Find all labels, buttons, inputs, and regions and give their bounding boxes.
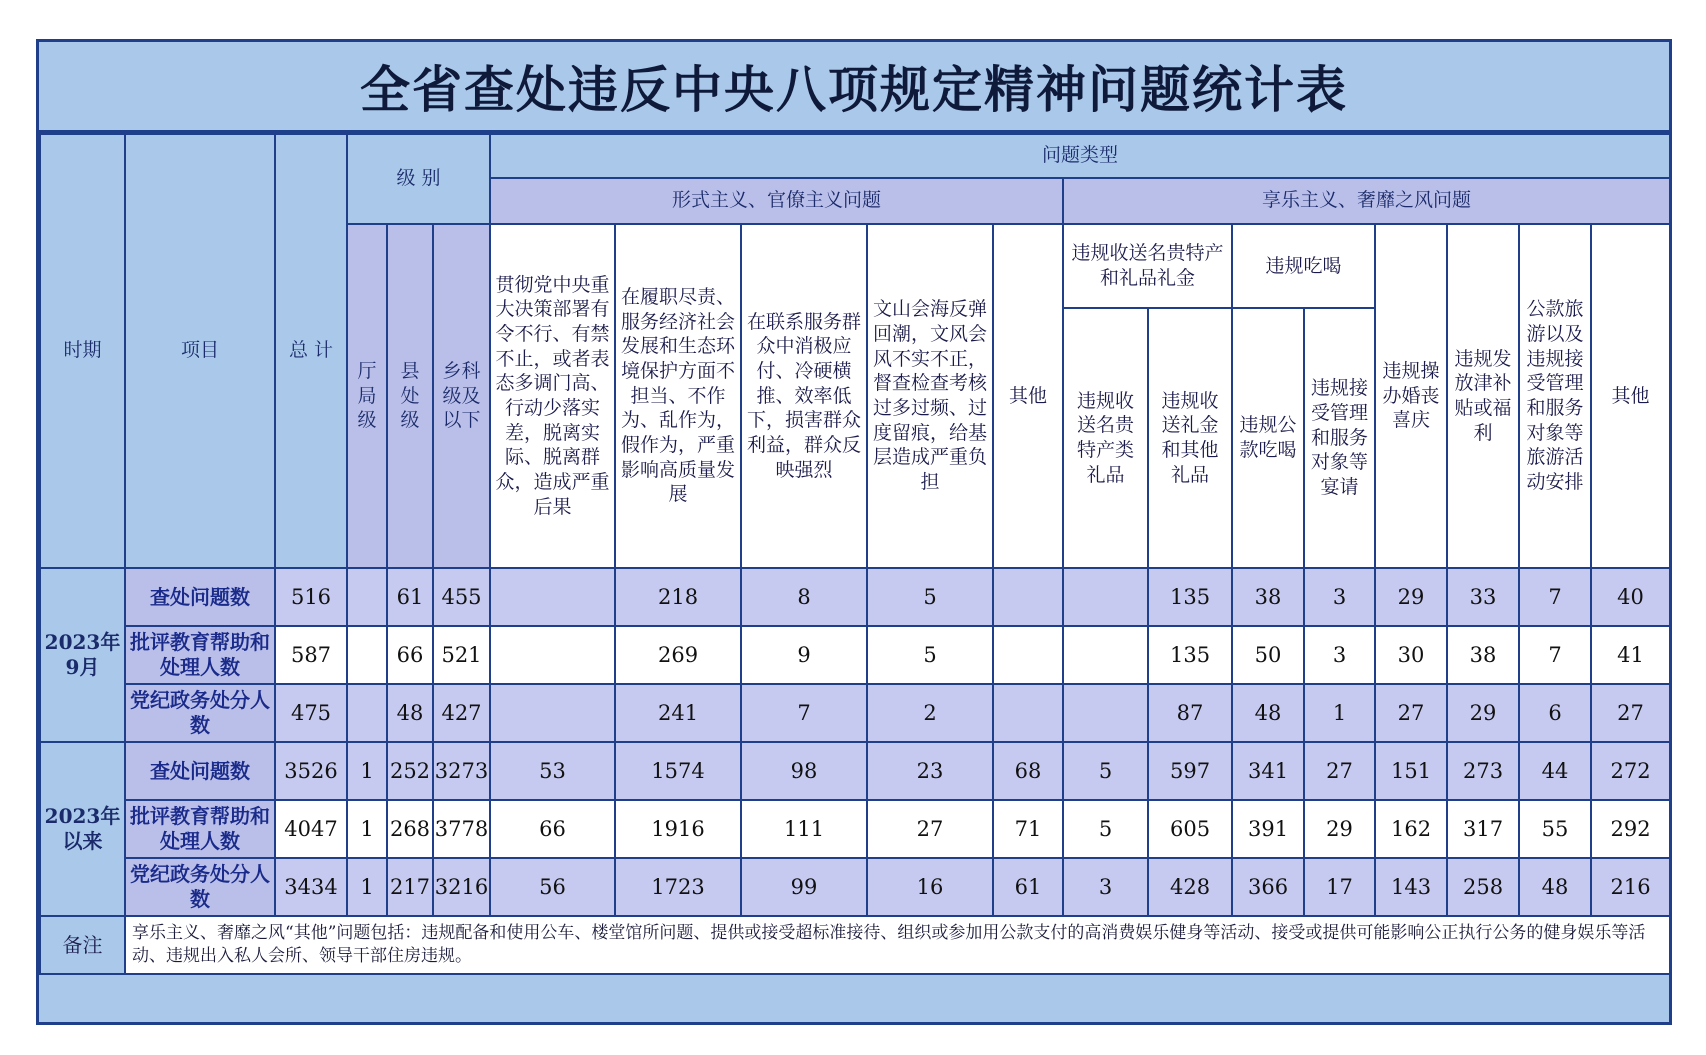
cell-g1 [1063, 626, 1148, 684]
cell-ting: 1 [347, 858, 387, 916]
cell-h6: 216 [1591, 858, 1670, 916]
cell-total: 3526 [275, 742, 347, 800]
cell-total: 475 [275, 684, 347, 742]
cell-h6: 40 [1591, 568, 1670, 626]
period-label: 2023年9月 [40, 568, 125, 742]
header-level: 级 别 [347, 134, 490, 224]
cell-e1: 38 [1232, 568, 1304, 626]
cell-total: 3434 [275, 858, 347, 916]
cell-h3: 143 [1375, 858, 1447, 916]
header-level-ting [347, 224, 387, 568]
header-f1: 贯彻党中央重大决策部署有令不行、有禁不止，或者表态多调门高、行动少落实差，脱离实际、脱离群众，造成严重后果 [490, 224, 615, 568]
page-title: 全省查处违反中央八项规定精神问题统计表 [360, 61, 1348, 119]
cell-f1 [490, 684, 615, 742]
cell-h5: 44 [1519, 742, 1591, 800]
cell-f5 [993, 684, 1063, 742]
cell-xiang: 3778 [433, 800, 490, 858]
header-formalism: 形式主义、官僚主义问题 [490, 178, 1063, 224]
cell-e2: 27 [1304, 742, 1375, 800]
cell-f1: 56 [490, 858, 615, 916]
header-f4: 文山会海反弹回潮，文风会风不实不正，督查检查考核过多过频、过度留痕，给基层造成严重负担 [867, 224, 993, 568]
note-text: 享乐主义、奢靡之风“其他”问题包括：违规配备和使用公车、楼堂馆所问题、提供或接受超标准接待、组织或参加用公款支付的高消费娱乐健身等活动、接受或提供可能影响公正执行公务的健身娱乐等活动、违规出入私人会所、领导干部住房违规。 [125, 916, 1670, 974]
note-label: 备注 [40, 916, 125, 974]
cell-f4: 2 [867, 684, 993, 742]
header-h5: 公款旅游以及违规接受管理和服务对象等旅游活动安排 [1519, 224, 1591, 568]
cell-h4: 33 [1447, 568, 1519, 626]
cell-f3: 8 [741, 568, 867, 626]
row-item-label: 党纪政务处分人数 [125, 684, 275, 742]
header-level-xian-label: 县处级 [400, 359, 420, 432]
cell-xian: 268 [387, 800, 433, 858]
header-total: 总 计 [275, 134, 347, 568]
cell-h4: 29 [1447, 684, 1519, 742]
cell-h3: 162 [1375, 800, 1447, 858]
cell-h4: 258 [1447, 858, 1519, 916]
cell-xian: 48 [387, 684, 433, 742]
cell-h6: 292 [1591, 800, 1670, 858]
cell-f3: 111 [741, 800, 867, 858]
cell-f4: 5 [867, 568, 993, 626]
header-f5: 其他 [993, 224, 1063, 568]
cell-xiang: 3273 [433, 742, 490, 800]
cell-xian: 61 [387, 568, 433, 626]
cell-xiang: 521 [433, 626, 490, 684]
cell-e2: 3 [1304, 626, 1375, 684]
cell-g2: 135 [1148, 568, 1232, 626]
cell-f2: 1916 [615, 800, 741, 858]
cell-f2: 218 [615, 568, 741, 626]
cell-h3: 30 [1375, 626, 1447, 684]
table-row [40, 858, 1670, 916]
cell-e1: 341 [1232, 742, 1304, 800]
header-gift-group: 违规收送名贵特产和礼品礼金 [1063, 224, 1232, 308]
cell-ting [347, 684, 387, 742]
cell-h6: 27 [1591, 684, 1670, 742]
cell-e1: 391 [1232, 800, 1304, 858]
cell-total: 516 [275, 568, 347, 626]
table-row [40, 742, 1670, 800]
cell-f3: 7 [741, 684, 867, 742]
cell-f3: 98 [741, 742, 867, 800]
cell-f1: 53 [490, 742, 615, 800]
cell-f5 [993, 568, 1063, 626]
cell-g2: 135 [1148, 626, 1232, 684]
cell-f2: 269 [615, 626, 741, 684]
row-item-label: 批评教育帮助和处理人数 [125, 626, 275, 684]
cell-ting [347, 568, 387, 626]
cell-xiang: 455 [433, 568, 490, 626]
header-level-xiang-label: 乡科级及以下 [442, 359, 481, 432]
cell-f4: 27 [867, 800, 993, 858]
cell-e2: 3 [1304, 568, 1375, 626]
header-item: 项目 [125, 134, 275, 568]
cell-f3: 99 [741, 858, 867, 916]
cell-f1: 66 [490, 800, 615, 858]
header-level-xiang [433, 224, 490, 568]
header-problem-type: 问题类型 [490, 134, 1670, 178]
cell-e1: 50 [1232, 626, 1304, 684]
cell-f1 [490, 626, 615, 684]
row-item-label: 党纪政务处分人数 [125, 858, 275, 916]
table-row [40, 684, 1670, 742]
cell-h5: 48 [1519, 858, 1591, 916]
row-item-label: 批评教育帮助和处理人数 [125, 800, 275, 858]
data-body [40, 568, 1670, 916]
header-h3: 违规操办婚丧喜庆 [1375, 224, 1447, 568]
header-eat2: 违规接受管理和服务对象等宴请 [1304, 308, 1375, 568]
cell-g1: 5 [1063, 800, 1148, 858]
cell-h6: 41 [1591, 626, 1670, 684]
cell-g1 [1063, 684, 1148, 742]
cell-h4: 273 [1447, 742, 1519, 800]
cell-total: 587 [275, 626, 347, 684]
cell-f5: 71 [993, 800, 1063, 858]
row-item-label: 查处问题数 [125, 742, 275, 800]
cell-ting [347, 626, 387, 684]
cell-g1: 5 [1063, 742, 1148, 800]
cell-h3: 151 [1375, 742, 1447, 800]
cell-h3: 27 [1375, 684, 1447, 742]
cell-e2: 29 [1304, 800, 1375, 858]
cell-xiang: 427 [433, 684, 490, 742]
cell-f4: 23 [867, 742, 993, 800]
title-bar [39, 42, 1669, 133]
table-row [40, 568, 1670, 626]
row-item-label: 查处问题数 [125, 568, 275, 626]
header-f3: 在联系服务群众中消极应付、冷硬横推、效率低下，损害群众利益，群众反映强烈 [741, 224, 867, 568]
cell-e2: 1 [1304, 684, 1375, 742]
cell-f2: 1574 [615, 742, 741, 800]
cell-f4: 5 [867, 626, 993, 684]
cell-e2: 17 [1304, 858, 1375, 916]
cell-f2: 1723 [615, 858, 741, 916]
cell-f3: 9 [741, 626, 867, 684]
statistics-sheet [36, 39, 1672, 1025]
cell-h4: 317 [1447, 800, 1519, 858]
cell-f4: 16 [867, 858, 993, 916]
header-eat1: 违规公款吃喝 [1232, 308, 1304, 568]
cell-h4: 38 [1447, 626, 1519, 684]
cell-f5: 68 [993, 742, 1063, 800]
header-level-xian [387, 224, 433, 568]
cell-f2: 241 [615, 684, 741, 742]
statistics-table [39, 133, 1671, 975]
table-row [40, 800, 1670, 858]
cell-total: 4047 [275, 800, 347, 858]
cell-xiang: 3216 [433, 858, 490, 916]
cell-f5 [993, 626, 1063, 684]
header-gift1: 违规收送名贵特产类礼品 [1063, 308, 1148, 568]
cell-h3: 29 [1375, 568, 1447, 626]
cell-g1: 3 [1063, 858, 1148, 916]
header-f2: 在履职尽责、服务经济社会发展和生态环境保护方面不担当、不作为、乱作为，假作为，严重影响高质量发展 [615, 224, 741, 568]
cell-g1 [1063, 568, 1148, 626]
cell-ting: 1 [347, 742, 387, 800]
header-period: 时期 [40, 134, 125, 568]
header-level-ting-label: 厅局级 [357, 359, 377, 432]
header-h6: 其他 [1591, 224, 1670, 568]
cell-g2: 605 [1148, 800, 1232, 858]
header-gift2: 违规收送礼金和其他礼品 [1148, 308, 1232, 568]
period-label: 2023年以来 [40, 742, 125, 916]
header-h4: 违规发放津补贴或福利 [1447, 224, 1519, 568]
cell-h6: 272 [1591, 742, 1670, 800]
cell-xian: 66 [387, 626, 433, 684]
cell-h5: 7 [1519, 568, 1591, 626]
cell-h5: 55 [1519, 800, 1591, 858]
cell-g2: 87 [1148, 684, 1232, 742]
table-row [40, 626, 1670, 684]
cell-e1: 366 [1232, 858, 1304, 916]
cell-ting: 1 [347, 800, 387, 858]
cell-xian: 252 [387, 742, 433, 800]
cell-xian: 217 [387, 858, 433, 916]
cell-g2: 428 [1148, 858, 1232, 916]
cell-h5: 7 [1519, 626, 1591, 684]
cell-h5: 6 [1519, 684, 1591, 742]
cell-g2: 597 [1148, 742, 1232, 800]
header-hedonism: 享乐主义、奢靡之风问题 [1063, 178, 1670, 224]
cell-f5: 61 [993, 858, 1063, 916]
cell-e1: 48 [1232, 684, 1304, 742]
header-eat-group: 违规吃喝 [1232, 224, 1375, 308]
cell-f1 [490, 568, 615, 626]
